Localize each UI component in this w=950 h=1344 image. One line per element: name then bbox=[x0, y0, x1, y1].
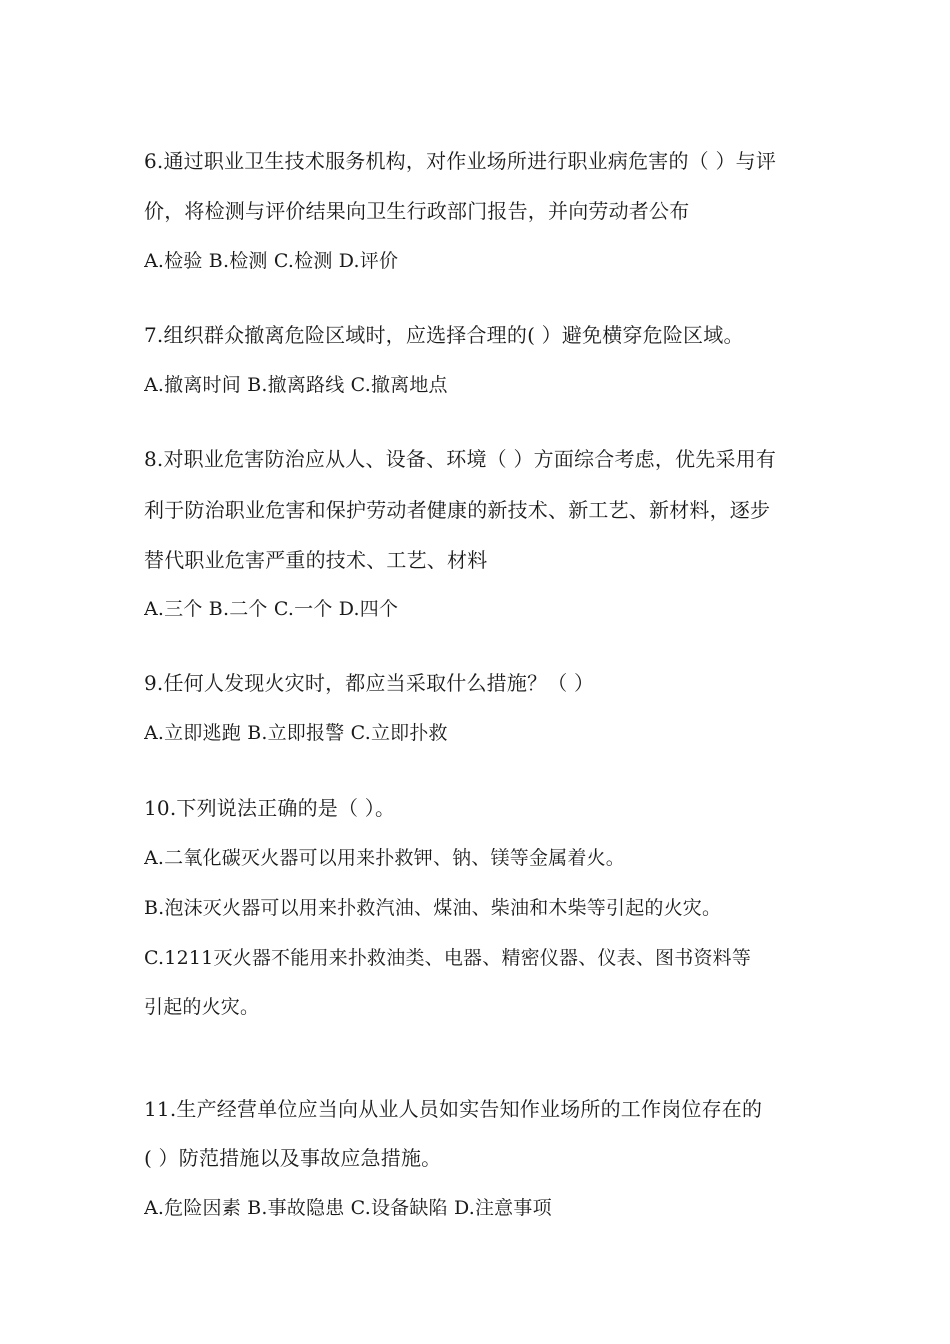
question-10-option-c-cont: 引起的火灾。 bbox=[144, 996, 260, 1018]
question-10-option-b: B.泡沫灭火器可以用来扑救汽油、煤油、柴油和木柴等引起的火灾。 bbox=[144, 897, 722, 919]
question-6-line-2: 价，将检测与评价结果向卫生行政部门报告，并向劳动者公布 bbox=[144, 199, 690, 223]
question-10-line-1: 10.下列说法正确的是（ ）。 bbox=[144, 796, 396, 820]
question-8-line-3: 替代职业危害严重的技术、工艺、材料 bbox=[144, 548, 488, 572]
question-11-options: A.危险因素 B.事故隐患 C.设备缺陷 D.注意事项 bbox=[144, 1197, 552, 1219]
question-8-line-1: 8.对职业危害防治应从人、设备、环境（ ）方面综合考虑，优先采用有 bbox=[144, 447, 777, 471]
question-10-option-c: C.1211灭火器不能用来扑救油类、电器、精密仪器、仪表、图书资料等 bbox=[144, 947, 752, 969]
question-10-option-a: A.二氧化碳灭火器可以用来扑救钾、钠、镁等金属着火。 bbox=[144, 847, 625, 869]
question-7-line-1: 7.组织群众撤离危险区域时，应选择合理的( ）避免横穿危险区域。 bbox=[144, 323, 744, 347]
question-8-line-2: 利于防治职业危害和保护劳动者健康的新技术、新工艺、新材料，逐步 bbox=[144, 498, 771, 522]
question-8-options: A.三个 B.二个 C.一个 D.四个 bbox=[144, 598, 399, 620]
question-9-line-1: 9.任何人发现火灾时，都应当采取什么措施？（ ） bbox=[144, 671, 595, 695]
question-9-options: A.立即逃跑 B.立即报警 C.立即扑救 bbox=[144, 722, 448, 744]
question-6-options: A.检验 B.检测 C.检测 D.评价 bbox=[144, 250, 399, 272]
question-6-line-1: 6.通过职业卫生技术服务机构，对作业场所进行职业病危害的（ ）与评 bbox=[144, 149, 777, 173]
question-7-options: A.撤离时间 B.撤离路线 C.撤离地点 bbox=[144, 374, 448, 396]
question-11-line-1: 11.生产经营单位应当向从业人员如实告知作业场所的工作岗位存在的 bbox=[144, 1097, 763, 1121]
question-11-line-2: ( ）防范措施以及事故应急措施。 bbox=[144, 1146, 442, 1170]
